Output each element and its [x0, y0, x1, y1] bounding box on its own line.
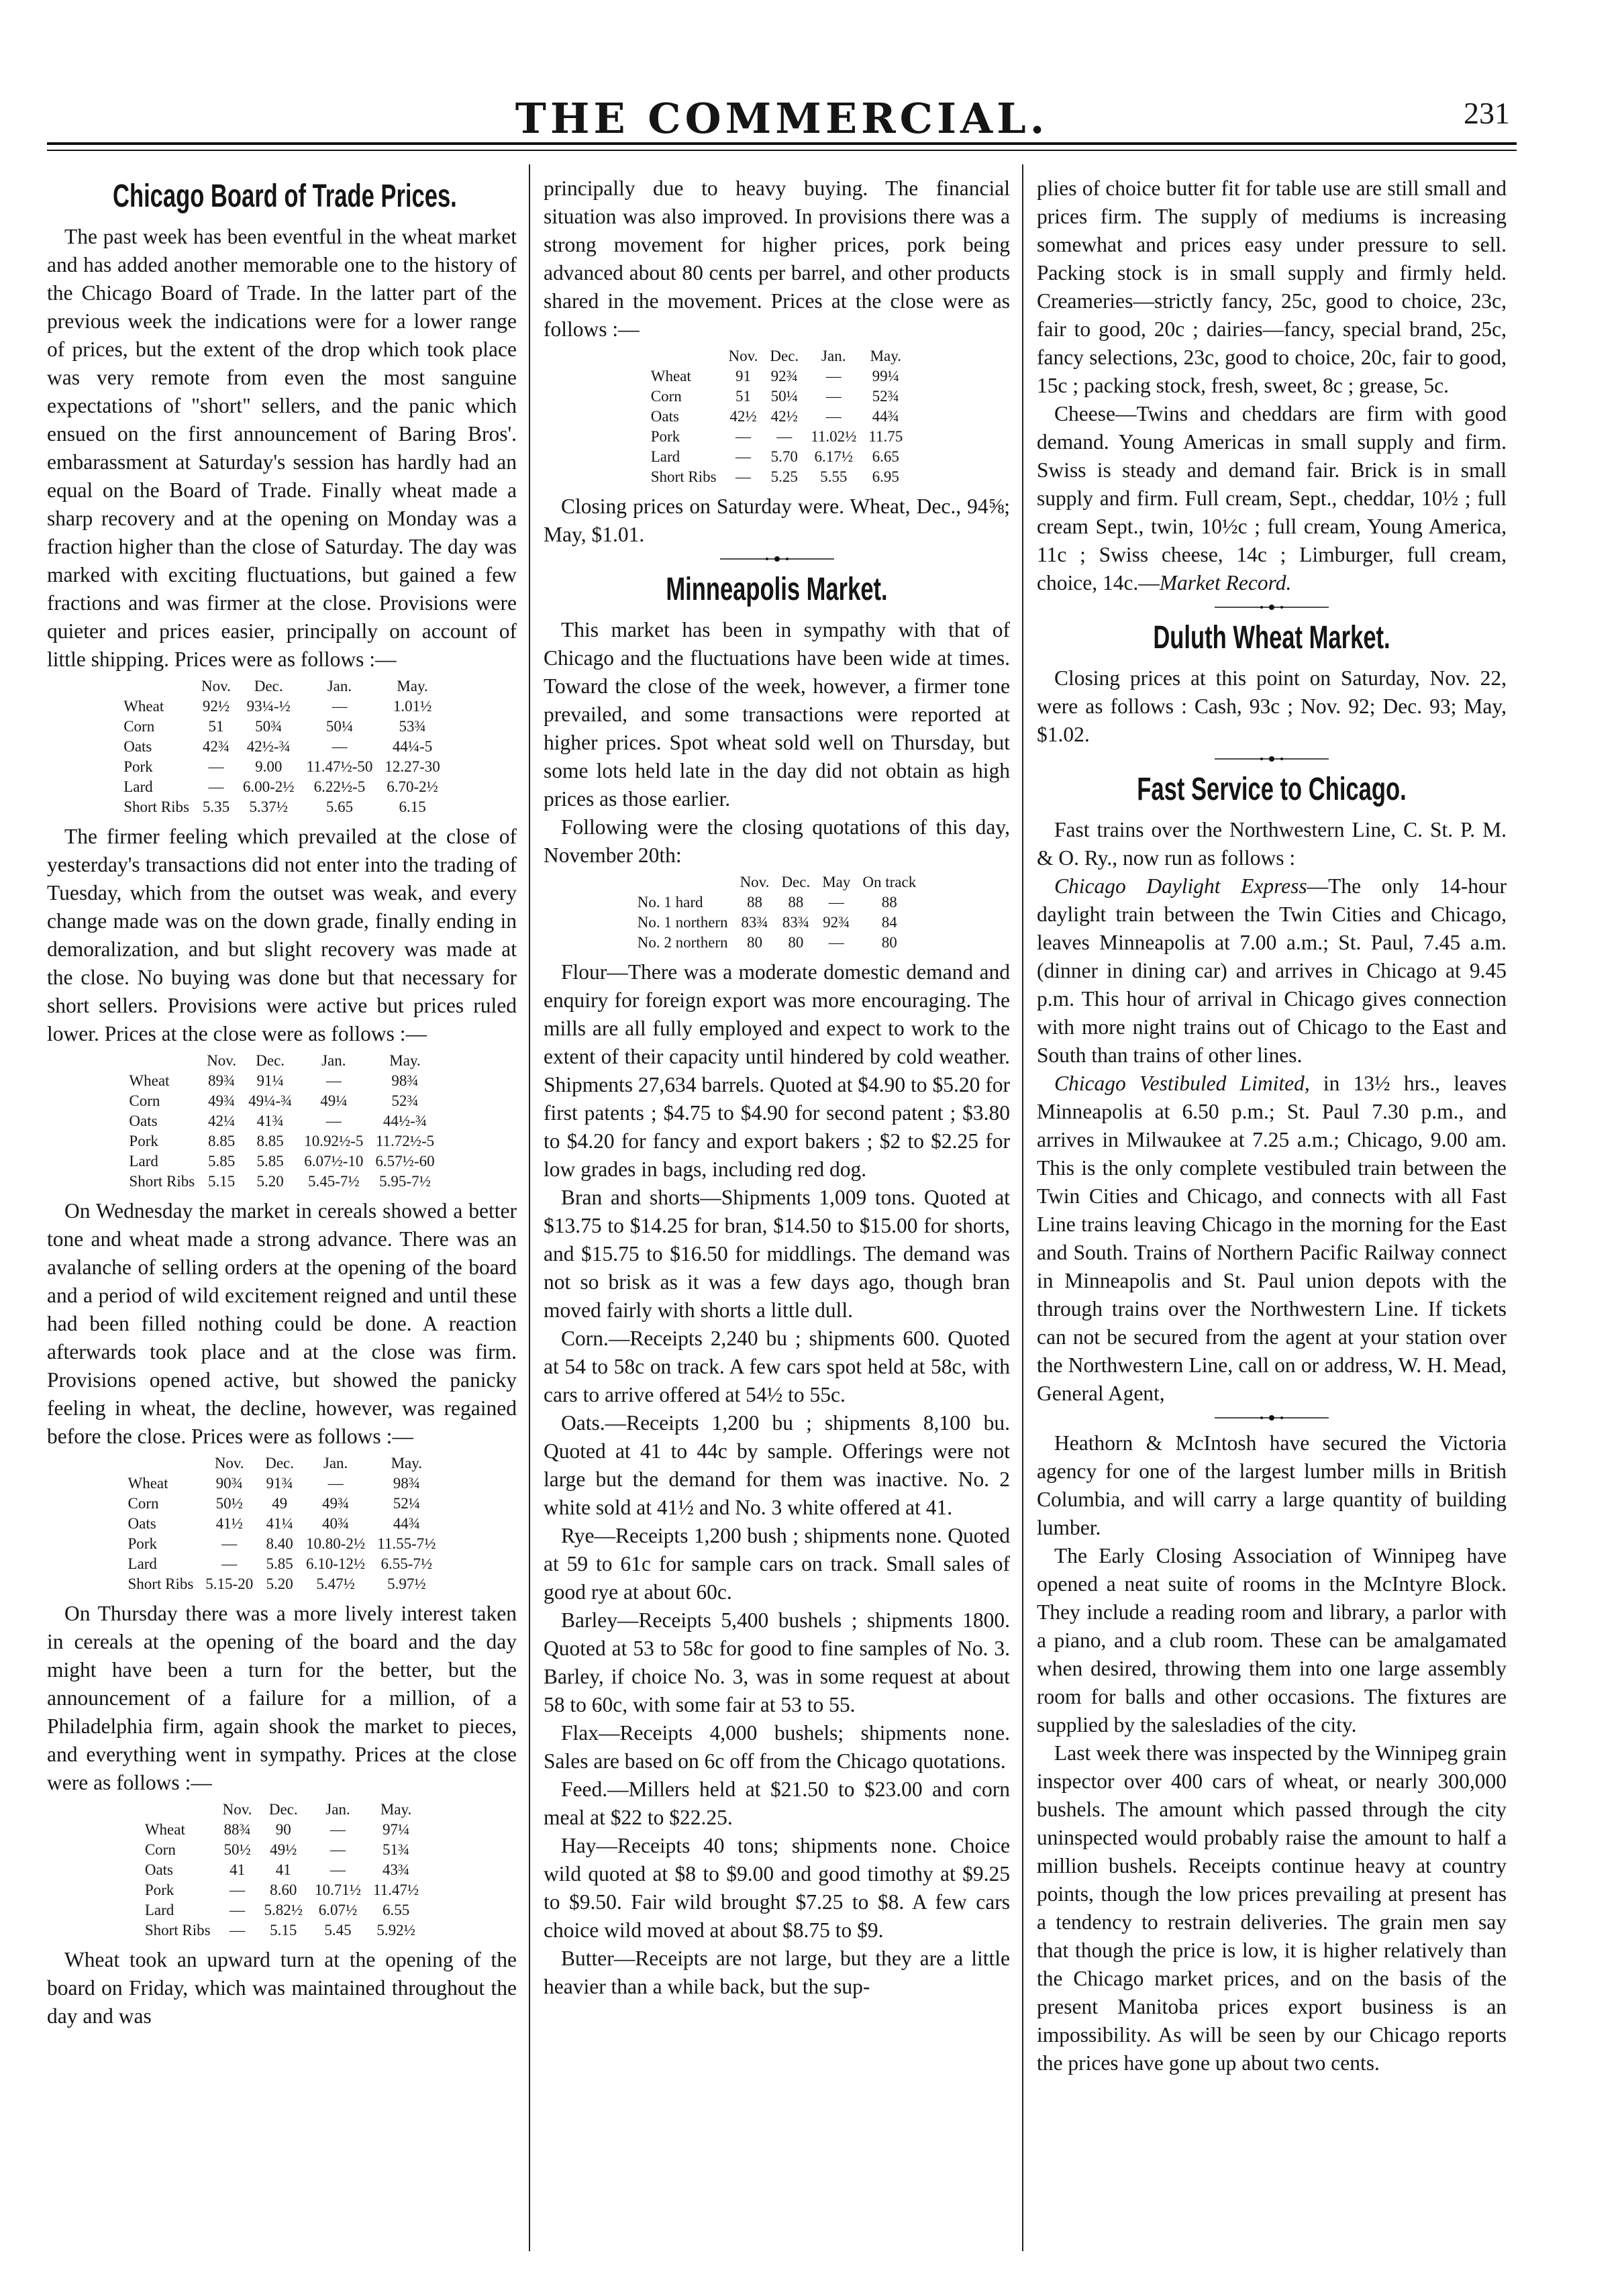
price-cell: —	[825, 408, 842, 425]
col-header: Jan.	[323, 1455, 348, 1471]
table-row	[117, 797, 446, 817]
closing-prices-paragraph: Closing prices on Saturday were. Wheat, Dec., 94⅝; May, $1.01.	[544, 495, 1010, 546]
fast-service-paragraph-1: Fast trains over the Northwestern Line, C. St. P. M. & O. Ry., now run as follows :	[1037, 818, 1507, 870]
price-cell: 42½	[770, 408, 798, 425]
price-cell: —	[230, 1922, 246, 1939]
col-header: May.	[380, 1801, 412, 1818]
price-cell: —	[735, 448, 751, 465]
table-row	[645, 447, 909, 467]
price-cell: 80	[788, 934, 804, 951]
price-cell: 5.85	[266, 1555, 293, 1572]
masthead-title: THE COMMERCIAL.	[515, 94, 1049, 143]
price-cell: 44½-¾	[383, 1113, 427, 1129]
price-cell: —	[325, 1072, 342, 1089]
col-header: Nov.	[728, 348, 758, 364]
price-cell: —	[776, 428, 793, 445]
winnipeg-inspection-paragraph: Last week there was inspected by the Winnipeg grain inspector over 400 cars of wheat, or nearly 300,000 bushels. The amount which passed through the city uninspected would probably raise the amount to half a million bushels. Receipts continue heavy at country points, though the low prices prevailing at present has a tendency to restrain deliveries. The grain men say that though the price is low, it is higher relatively than the Chicago market prices, and on the basis of the present Manitoba prices export business is an impossibility. As will be seen by our Chicago reports the prices have gone up about two cents.	[1037, 1741, 1507, 2075]
table-row	[139, 1820, 425, 1840]
row-label: Corn	[129, 1092, 160, 1109]
price-cell: 8.85	[208, 1133, 236, 1149]
bran-shorts-paragraph: Bran and shorts—Shipments 1,009 tons. Quoted at $13.75 to $14.25 for bran, $14.50 to $15.00 for shorts, and $15.75 to $16.50 for middlings. The demand was not so brisk as it was a few days ago, though bran moved fairly with shorts a little dull.	[544, 1186, 1010, 1322]
price-cell: —	[828, 894, 844, 911]
price-cell: 91¼	[256, 1072, 284, 1089]
price-cell: 97¼	[382, 1821, 410, 1838]
cheese-text: Cheese—Twins and cheddars are firm with good demand. Young Americas in small supply and firm. Swiss is steady and demand fair. Brick is in small supply and firm. Full cream, Sept., cheddar, 10½ ; full cream Sept., twin, 10½c ; full cream, Young America, 11c ; Swiss cheese, 14c ; Limburger, full cream, choice, 14c.—	[1037, 402, 1507, 595]
price-cell: 5.15	[270, 1922, 297, 1939]
col-header: May.	[389, 1052, 421, 1069]
price-cell: 88¾	[223, 1821, 251, 1838]
table-row	[122, 1494, 442, 1514]
row-label: Lard	[129, 1153, 158, 1170]
price-cell: 6.95	[872, 468, 899, 485]
col-header: Nov.	[201, 678, 231, 694]
price-cell: 41½	[215, 1515, 243, 1532]
price-cell: —	[327, 1475, 344, 1492]
price-cell: 98¾	[393, 1475, 420, 1492]
table-row	[123, 1131, 440, 1151]
price-cell: 6.65	[872, 448, 899, 465]
price-cell: 5.45-7½	[307, 1173, 360, 1190]
price-cell: 80	[881, 934, 897, 951]
table-row	[645, 386, 909, 407]
price-cell: 51	[735, 388, 751, 405]
chicago-prices-table-5	[645, 346, 909, 487]
price-cell: 8.40	[266, 1535, 293, 1552]
price-cell: 50¼	[325, 718, 354, 735]
col-header: Jan.	[321, 1052, 346, 1069]
col-header: On track	[862, 874, 917, 890]
barley-paragraph: Barley—Receipts 5,400 bushels ; shipments 1800. Quoted at 53 to 58c for good to fine samples of No. 3. Barley, if choice No. 3, was in some request at about 58 to 60c, with some fair at 53 to 55.	[544, 1608, 1010, 1716]
train-name: Chicago Daylight Express	[1054, 874, 1307, 898]
feed-paragraph: Feed.—Millers held at $21.50 to $23.00 and corn meal at $22 to $22.25.	[544, 1777, 1010, 1829]
price-cell: —	[230, 1881, 246, 1898]
price-cell: —	[208, 778, 224, 795]
column-rule-1	[529, 164, 530, 2251]
price-cell: 41	[230, 1861, 246, 1878]
price-cell: 12.27-30	[385, 758, 440, 775]
table-row	[139, 1840, 425, 1860]
price-cell: 5.85	[208, 1153, 236, 1170]
price-cell: 50¼	[770, 388, 798, 405]
col-header: May.	[397, 678, 428, 694]
row-label: Oats	[129, 1113, 158, 1129]
table-row	[122, 1514, 442, 1534]
corn-paragraph: Corn.—Receipts 2,240 bu ; shipments 600. Quoted at 54 to 58c on track. A few cars spot held at 58c, with cars to arrive offered at 54½ to 55c.	[544, 1327, 1010, 1406]
price-cell: 90	[275, 1821, 291, 1838]
price-cell: 93¼-½	[246, 698, 291, 715]
col-header: Jan.	[821, 348, 846, 364]
price-cell: 5.15-20	[205, 1576, 254, 1592]
price-cell: 11.02½	[811, 428, 857, 445]
price-cell: 51	[208, 718, 224, 735]
price-cell: 5.47½	[316, 1576, 355, 1592]
price-cell: —	[221, 1555, 238, 1572]
column-2	[544, 174, 1010, 2248]
price-cell: 5.20	[256, 1173, 284, 1190]
table-row	[123, 1151, 440, 1172]
col-header: May.	[870, 348, 901, 364]
col-header: Nov.	[214, 1455, 244, 1471]
table-row	[631, 913, 922, 933]
flax-paragraph: Flax—Receipts 4,000 bushels; shipments none. Sales are based on 6c off from the Chicago quotations.	[544, 1721, 1010, 1773]
price-cell: 6.10-12½	[306, 1555, 366, 1572]
price-cell: 92½	[202, 698, 230, 715]
price-cell: —	[230, 1902, 246, 1918]
row-label: Corn	[650, 388, 682, 405]
price-cell: 98¾	[391, 1072, 419, 1089]
col-header: Dec.	[254, 678, 283, 694]
table-row	[631, 892, 922, 913]
row-label: Pork	[650, 428, 680, 445]
row-label: Wheat	[128, 1475, 168, 1492]
row-label: Pork	[144, 1881, 174, 1898]
price-cell: —	[330, 1821, 346, 1838]
table-row	[645, 366, 909, 386]
minneapolis-paragraph-1: This market has been in sympathy with that of Chicago and the fluctuations have been wide at times. Toward the close of the week, however, a firmer tone prevailed, and some transactions were reported at higher prices. Spot wheat sold well on Thursday, but some lots held late in the day did not obtain as high prices as those earlier.	[544, 618, 1010, 811]
price-cell: 6.70-2½	[387, 778, 438, 795]
price-cell: 88	[747, 894, 762, 911]
fast-service-heading: Fast Service to Chicago.	[1137, 772, 1407, 807]
table-row	[139, 1860, 425, 1880]
chicago-continued-paragraph: principally due to heavy buying. The financial situation was also improved. In provisions there was a strong movement for higher prices, pork being advanced about 80 cents per barrel, and other products shared in the movement. Prices at the close were as follows :—	[544, 176, 1010, 341]
chicago-prices-table-2	[123, 1051, 440, 1192]
price-cell: 6.07½	[318, 1902, 358, 1918]
price-cell: 41¾	[256, 1113, 284, 1129]
row-label: No. 1 hard	[637, 894, 703, 911]
row-label: No. 2 northern	[637, 934, 728, 951]
price-cell: 5.45	[324, 1922, 352, 1939]
price-cell: —	[330, 1861, 346, 1878]
col-header: Dec.	[268, 1801, 298, 1818]
price-cell: 5.15	[208, 1173, 236, 1190]
price-cell: 5.85	[256, 1153, 284, 1170]
price-cell: 9.00	[255, 758, 283, 775]
row-label: Corn	[144, 1841, 176, 1858]
price-cell: 80	[747, 934, 762, 951]
section-divider-ornament	[1215, 604, 1329, 611]
price-cell: 49½	[270, 1841, 297, 1858]
price-cell: 10.80-2½	[306, 1535, 366, 1552]
chicago-paragraph-1: The past week has been eventful in the wheat market and has added another memorable one to the history of the Chicago Board of Trade. In the latter part of the previous week the indications were for a lower range of prices, but the extent of the drop which took place was very remote from even the most sanguine expectations of "short" sellers, and the panic which ensued on the first announcement of Baring Bros'. embarassment at Saturday's session has hardly had an equal on the Board of Trade. Finally wheat made a sharp recovery and at the opening on Monday was a fraction higher than the close of Saturday. The day was marked with exciting fluctuations, but gained a few fractions and was firmer at the close. Provisions were quieter and prices easier, principally on account of little shipping. Prices were as follows :—	[47, 225, 517, 671]
table-row	[122, 1534, 442, 1554]
row-label: Short Ribs	[650, 468, 717, 485]
section-divider-ornament	[1215, 756, 1329, 762]
price-cell: 44¾	[872, 408, 899, 425]
price-cell: 43¾	[382, 1861, 410, 1878]
table-row	[123, 1071, 440, 1091]
chicago-prices-table-4	[139, 1800, 425, 1941]
price-cell: —	[325, 1113, 342, 1129]
price-cell: 6.17½	[814, 448, 854, 465]
price-cell: 84	[881, 914, 897, 931]
table-row	[117, 737, 446, 757]
price-cell: 83¾	[741, 914, 768, 931]
price-cell: 8.85	[256, 1133, 284, 1149]
price-cell: —	[828, 934, 844, 951]
price-cell: 6.00-2½	[242, 778, 295, 795]
train-text: —The only 14-hour daylight train between the Twin Cities and Chicago, leaves Minneapolis at 7.00 a.m.; St. Paul, 7.45 a.m. (dinner in dining car) and arrives in Chicago at 9.45 p.m. This hour of arrival in Chicago gives connection with more night trains out of Chicago to the East and South than trains of other lines.	[1037, 874, 1507, 1067]
table-row	[645, 427, 909, 447]
row-label: Short Ribs	[123, 798, 189, 815]
hay-paragraph: Hay—Receipts 40 tons; shipments none. Choice wild quoted at $8 to $9.00 and good timothy at $9.25 to $9.50. Fair wild brought $7.25 to $8. A few cars choice wild moved at about $8.75 to $9.	[544, 1834, 1010, 1942]
row-label: Wheat	[129, 1072, 170, 1089]
page-number: 231	[1464, 96, 1510, 130]
price-cell: 53¾	[399, 718, 426, 735]
row-label: No. 1 northern	[637, 914, 728, 931]
train-name: Chicago Vestibuled Limited,	[1054, 1072, 1310, 1095]
price-cell: 11.55-7½	[377, 1535, 436, 1552]
price-cell: 6.22½-5	[313, 778, 366, 795]
row-label: Oats	[123, 738, 152, 755]
price-cell: 42¼	[208, 1113, 236, 1129]
newspaper-page	[47, 81, 1517, 2255]
price-cell: 5.95-7½	[379, 1173, 431, 1190]
early-closing-paragraph: The Early Closing Association of Winnipeg have opened a neat suite of rooms in the McIntyre Block. They include a reading room and library, a parlor with a piano, and a club room. These can be amalgamated when desired, throwing them into one large assembly room for balls and other occasions. The fixtures are supplied by the salesladies of the city.	[1037, 1544, 1507, 1737]
price-cell: 5.20	[266, 1576, 293, 1592]
row-label: Wheat	[650, 368, 691, 384]
row-label: Wheat	[123, 698, 164, 715]
price-cell: 6.57½-60	[375, 1153, 435, 1170]
price-cell: 10.92½-5	[304, 1133, 364, 1149]
col-header: Dec.	[265, 1455, 294, 1471]
price-cell: 5.82½	[264, 1902, 303, 1918]
price-cell: 92¾	[823, 914, 850, 931]
col-header: Jan.	[325, 1801, 350, 1818]
section-divider-ornament	[720, 556, 834, 562]
table-row	[123, 1172, 440, 1192]
duluth-paragraph: Closing prices at this point on Saturday, Nov. 22, were as follows : Cash, 93c ; Nov. 92; Dec. 93; May, $1.02.	[1037, 666, 1507, 746]
chicago-board-heading: Chicago Board of Trade Prices.	[112, 178, 457, 214]
table-row	[122, 1574, 442, 1594]
price-cell: 5.35	[202, 798, 230, 815]
price-cell: —	[208, 758, 224, 775]
price-cell: 50½	[215, 1495, 243, 1512]
price-cell: 91¾	[266, 1475, 293, 1492]
table-row	[139, 1900, 425, 1920]
col-header: Nov.	[207, 1052, 237, 1069]
row-label: Wheat	[144, 1821, 185, 1838]
price-cell: 6.55	[382, 1902, 410, 1918]
price-cell: 49¾	[321, 1495, 350, 1512]
price-cell: 6.55-7½	[380, 1555, 433, 1572]
table-row	[122, 1474, 442, 1494]
price-cell: 83¾	[782, 914, 809, 931]
col-header: Dec.	[770, 348, 799, 364]
header-rule-thick	[47, 142, 1517, 145]
row-label: Pork	[123, 758, 153, 775]
price-cell: 10.71½	[315, 1881, 361, 1898]
flour-paragraph: Flour—There was a moderate domestic demand and enquiry for foreign export was more encouraging. The mills are all fully employed and expect to work to the extent of their capacity until hindered by cold weather. Shipments 27,634 barrels. Quoted at $4.90 to $5.20 for first patents ; $4.75 to $4.90 for second patent ; $3.80 to $4.20 for fancy and export bakers ; $2 to $2.25 for low grades in bags, including red dog.	[544, 960, 1010, 1181]
price-cell: 11.47½	[373, 1881, 419, 1898]
price-cell: 44¾	[393, 1515, 420, 1532]
price-cell: 50¾	[255, 718, 283, 735]
price-cell: 6.07½-10	[304, 1153, 364, 1170]
chicago-paragraph-5: Wheat took an upward turn at the opening of the board on Friday, which was maintained throughout the day and was	[47, 1948, 517, 2028]
row-label: Pork	[128, 1535, 157, 1552]
price-cell: 6.15	[399, 798, 426, 815]
table-row	[631, 933, 922, 953]
price-cell: 50½	[223, 1841, 251, 1858]
price-cell: —	[825, 388, 842, 405]
column-rule-2	[1022, 164, 1023, 2251]
price-cell: 88	[788, 894, 804, 911]
price-cell: 49¼-¾	[248, 1092, 293, 1109]
row-label: Short Ribs	[129, 1173, 195, 1190]
price-cell: 52¾	[872, 388, 899, 405]
price-cell: 41¼	[266, 1515, 293, 1532]
table-row	[117, 777, 446, 797]
price-cell: 88	[881, 894, 897, 911]
price-cell: 99¼	[872, 368, 899, 384]
col-header: Nov.	[222, 1801, 252, 1818]
price-cell: 52¾	[391, 1092, 419, 1109]
minneapolis-quotations-table	[631, 872, 922, 953]
chicago-prices-table-1	[117, 676, 446, 817]
butter-continued-paragraph: plies of choice butter fit for table use are still small and prices firm. The supply of mediums is increasing somewhat and prices easy under pressure to sell. Packing stock is in small supply and firmly held. Creameries—strictly fancy, 25c, good to choice, 23c, fair to good, 20c ; dairies—fancy, special brand, 25c, fancy selections, 23c, good to choice, 20c, fair to good, 15c ; packing stock, fresh, sweet, 8c ; grease, 5c.	[1037, 176, 1507, 397]
price-cell: 42½-¾	[246, 738, 291, 755]
price-cell: 49	[272, 1495, 288, 1512]
price-cell: 11.75	[868, 428, 903, 445]
col-header: May.	[391, 1455, 423, 1471]
price-cell: 90¾	[215, 1475, 243, 1492]
table-row	[139, 1920, 425, 1941]
price-cell: 11.72½-5	[375, 1133, 435, 1149]
oats-paragraph: Oats.—Receipts 1,200 bu ; shipments 8,100 bu. Quoted at 41 to 44c by sample. Offerings were not large but the demand for them was inactive. No. 2 white sold at 41½ and No. 3 white offered at 41.	[544, 1411, 1010, 1519]
price-cell: 44¼-5	[392, 738, 433, 755]
price-cell: 91	[735, 368, 751, 384]
table-row	[645, 467, 909, 487]
price-cell: 42½	[729, 408, 757, 425]
row-label: Lard	[123, 778, 153, 795]
column-3	[1037, 174, 1507, 2248]
source-credit: Market Record.	[1159, 571, 1292, 595]
price-cell: 41	[275, 1861, 291, 1878]
price-cell: 5.97½	[387, 1576, 426, 1592]
price-cell: 89¾	[208, 1072, 236, 1089]
price-cell: 1.01½	[393, 698, 432, 715]
row-label: Lard	[144, 1902, 174, 1918]
table-row	[123, 1091, 440, 1111]
price-cell: 49¾	[208, 1092, 236, 1109]
table-row	[645, 407, 909, 427]
duluth-wheat-heading: Duluth Wheat Market.	[1153, 620, 1390, 656]
daylight-express-paragraph	[1037, 872, 1507, 1070]
row-label: Lard	[128, 1555, 157, 1572]
price-cell: 5.65	[325, 798, 354, 815]
price-cell: —	[735, 428, 751, 445]
rye-paragraph: Rye—Receipts 1,200 bush ; shipments none. Quoted at 59 to 61c for sample cars on track. Small sales of good rye at about 60c.	[544, 1524, 1010, 1604]
row-label: Corn	[123, 718, 155, 735]
price-cell: —	[221, 1535, 238, 1552]
row-label: Corn	[128, 1495, 159, 1512]
chicago-paragraph-3: On Wednesday the market in cereals showed a better tone and wheat made a strong advance. There was an avalanche of selling orders at the opening of the board and a period of wild excitement reigned and until these had been filled nothing could be done. A reaction afterwards took place and at the close was firm. Provisions opened active, but showed the panicky feeling in wheat, the decline, however, was regained before the close. Prices were as follows :—	[47, 1199, 517, 1448]
table-row	[117, 696, 446, 717]
cheese-paragraph	[1037, 400, 1507, 597]
row-label: Oats	[650, 408, 679, 425]
price-cell: 8.60	[270, 1881, 297, 1898]
header-rule-thin	[47, 150, 1517, 151]
table-row	[117, 717, 446, 737]
price-cell: —	[330, 1841, 346, 1858]
price-cell: 5.25	[770, 468, 798, 485]
butter-paragraph: Butter—Receipts are not large, but they are a little heavier than a while back, but the sup-	[544, 1947, 1010, 1998]
row-label: Short Ribs	[144, 1922, 211, 1939]
col-header: Dec.	[256, 1052, 285, 1069]
row-label: Lard	[650, 448, 680, 465]
price-cell: 49¼	[320, 1092, 348, 1109]
price-cell: 5.92½	[376, 1922, 415, 1939]
vestibuled-limited-paragraph	[1037, 1070, 1507, 1408]
col-header: Dec.	[781, 874, 811, 890]
price-cell: 11.47½-50	[306, 758, 373, 775]
price-cell: 5.37½	[249, 798, 288, 815]
price-cell: —	[735, 468, 751, 485]
minneapolis-market-heading: Minneapolis Market.	[666, 572, 888, 607]
row-label: Oats	[144, 1861, 174, 1878]
row-label: Oats	[128, 1515, 156, 1532]
table-row	[117, 757, 446, 777]
section-divider-ornament	[1215, 1414, 1329, 1421]
train-text: in 13½ hrs., leaves Minneapolis at 6.50 p.m.; St. Paul 7.30 p.m., and arrives in Milwaukee at 7.25 a.m.; Chicago, 9.00 am. This is the only complete vestibuled train between the Twin Cities and Chicago, and connects with all Fast Line trains leaving Chicago in the morning for the East and South. Trains of Northern Pacific Railway connect in Minneapolis and St. Paul union depots with the through trains over the Northwestern Line. If tickets can not be secured from the agent at your station over the Northwestern Line, call on or address, W. H. Mead, General Agent,	[1037, 1072, 1507, 1405]
col-header: Jan.	[327, 678, 352, 694]
chicago-prices-table-3	[122, 1453, 442, 1594]
table-row	[139, 1880, 425, 1900]
table-row	[122, 1554, 442, 1574]
row-label: Pork	[129, 1133, 158, 1149]
table-row	[123, 1111, 440, 1131]
price-cell: 40¾	[321, 1515, 350, 1532]
column-1	[47, 174, 517, 2248]
price-cell: —	[825, 368, 842, 384]
heathorn-paragraph: Heathorn & McIntosh have secured the Victoria agency for one of the largest lumber mills in British Columbia, and will carry a large quantity of building lumber.	[1037, 1431, 1507, 1539]
price-cell: 92¾	[770, 368, 798, 384]
chicago-paragraph-4: On Thursday there was a more lively interest taken in cereals at the opening of the board and the day might have been a turn for the better, but the announcement of a failure for a million, of a Philadelphia firm, again shook the market to pieces, and everything went in sympathy. Prices at the close were as follows :—	[47, 1602, 517, 1794]
price-cell: 5.70	[770, 448, 798, 465]
col-header: May	[822, 874, 851, 890]
price-cell: 42¾	[202, 738, 230, 755]
price-cell: 52¼	[393, 1495, 420, 1512]
price-cell: 51¾	[382, 1841, 410, 1858]
minneapolis-paragraph-2: Following were the closing quotations of this day, November 20th:	[544, 815, 1010, 867]
price-cell: —	[332, 698, 348, 715]
chicago-paragraph-2: The firmer feeling which prevailed at the close of yesterday's transactions did not enter into the trading of Tuesday, which from the outset was weak, and every change made was on the down grade, finally ending in demoralization, and but slight recovery was made at the close. No buying was done but that necessary for short sellers. Provisions were active but prices ruled lower. Prices at the close were as follows :—	[47, 825, 517, 1045]
price-cell: 5.55	[820, 468, 848, 485]
col-header: Nov.	[740, 874, 770, 890]
row-label: Short Ribs	[128, 1576, 194, 1592]
price-cell: —	[332, 738, 348, 755]
